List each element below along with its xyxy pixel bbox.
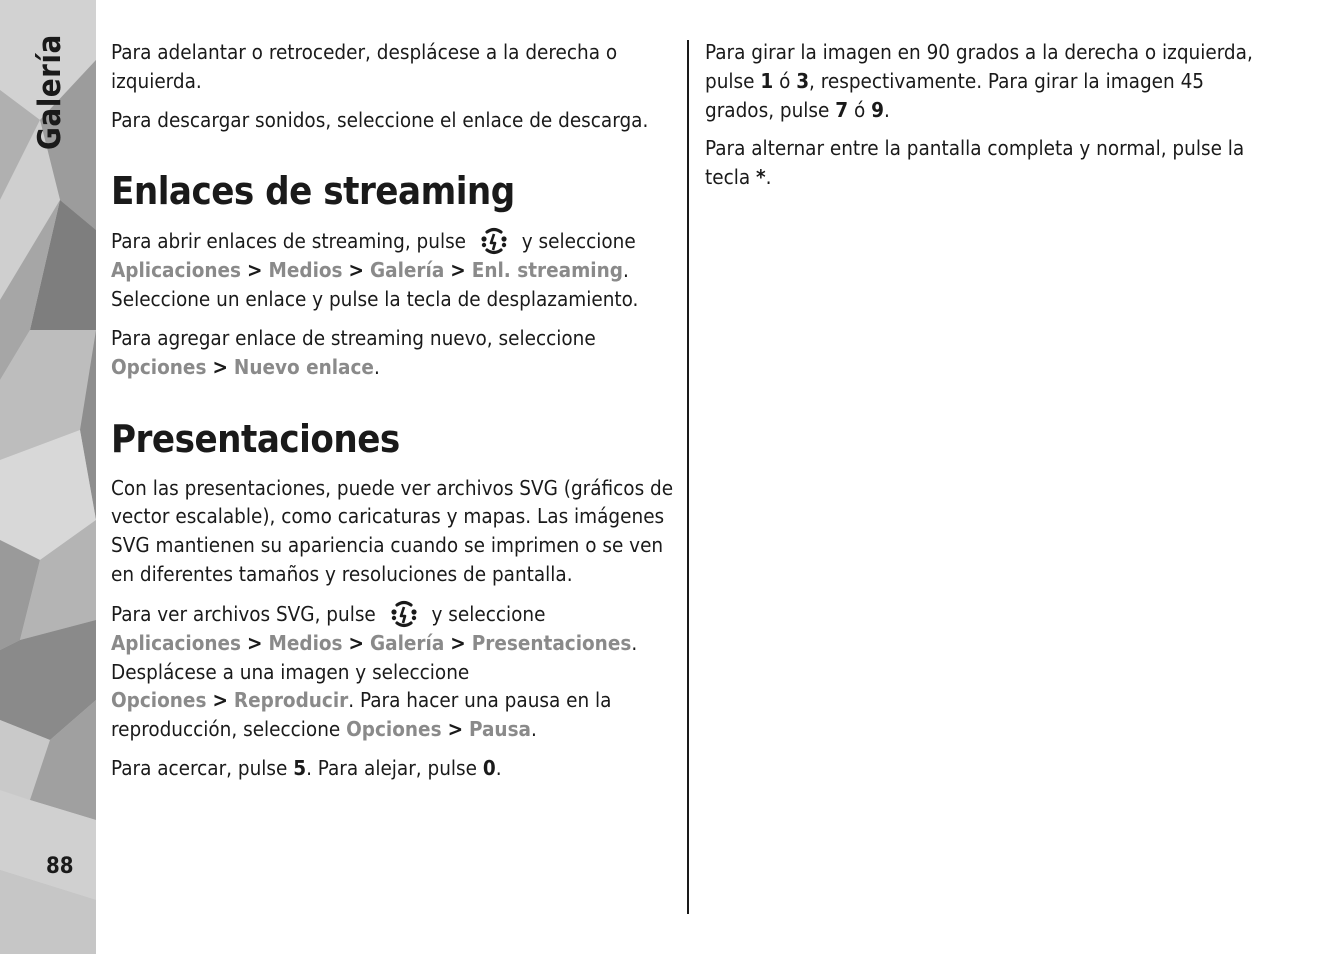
key-label: 9 [871,97,884,122]
paragraph: Para ver archivos SVG, pulse y seleccione Aplicaciones > Medios > Galería > Presentaciones. Desplácese a una imagen y seleccione Opciones > Reproducir. Para hacer una pausa en la reproducción, seleccione Opciones > Pausa. [111,599,676,744]
heading-presentaciones: Presentaciones [111,416,400,461]
menu-path-item: Galería [370,258,445,283]
menu-path-item: Medios [268,630,343,655]
paragraph: Para descargar sonidos, seleccione el enlace de descarga. [111,107,649,132]
column-divider [687,40,689,914]
section-title: Galería [32,34,68,150]
paragraph: Para girar la imagen en 90 grados a la derecha o izquierda, pulse 1 ó 3, respectivamente. Para girar la imagen 45 grados, pulse 7 ó 9. [705,40,1253,122]
key-label: 1 [760,68,774,93]
sidebar-decoration [0,0,96,954]
page-number: 88 [46,854,74,879]
key-label: * [756,165,766,190]
menu-path-item: Enl. streaming [471,258,623,283]
heading-streaming: Enlaces de streaming [111,169,515,214]
menu-path-item: Galería [370,630,445,655]
key-label: 3 [796,68,810,93]
key-label: 0 [482,755,496,780]
key-label: 5 [293,755,307,780]
left-column [111,38,676,793]
paragraph: Para alternar entre la pantalla completa y normal, pulse la tecla *. [705,136,1245,190]
menu-path-item: Reproducir [233,688,349,713]
menu-path-item: Aplicaciones [111,630,242,655]
menu-path-item: Pausa [469,717,531,742]
menu-key-icon [388,599,420,629]
paragraph: Para abrir enlaces de streaming, pulse y seleccione Aplicaciones > Medios > Galería > Enl. streaming. Seleccione un enlace y pulse la tecla de desplazamiento. [111,226,676,314]
paragraph: Para adelantar o retroceder, desplácese a la derecha o izquierda. [111,40,618,93]
paragraph: Con las presentaciones, puede ver archivos SVG (gráficos de vector escalable), como caricaturas y mapas. Las imágenes SVG mantienen su apariencia cuando se imprimen o se ven en diferentes tamaños y resoluciones de pantalla. [111,475,674,586]
paragraph: Para acercar, pulse 5. Para alejar, pulse 0. [111,755,502,780]
key-label: 7 [835,97,849,122]
menu-path-item: Nuevo enlace [233,354,374,379]
paragraph: Para agregar enlace de streaming nuevo, seleccione Opciones > Nuevo enlace. [111,325,596,379]
menu-path-item: Aplicaciones [111,258,242,283]
menu-key-icon [478,226,510,256]
menu-path-item: Opciones [346,717,442,742]
menu-path-item: Medios [268,258,343,283]
menu-path-item: Opciones [111,688,207,713]
menu-path-item: Opciones [111,354,207,379]
menu-path-item: Presentaciones [471,630,632,655]
right-column [705,38,1265,202]
